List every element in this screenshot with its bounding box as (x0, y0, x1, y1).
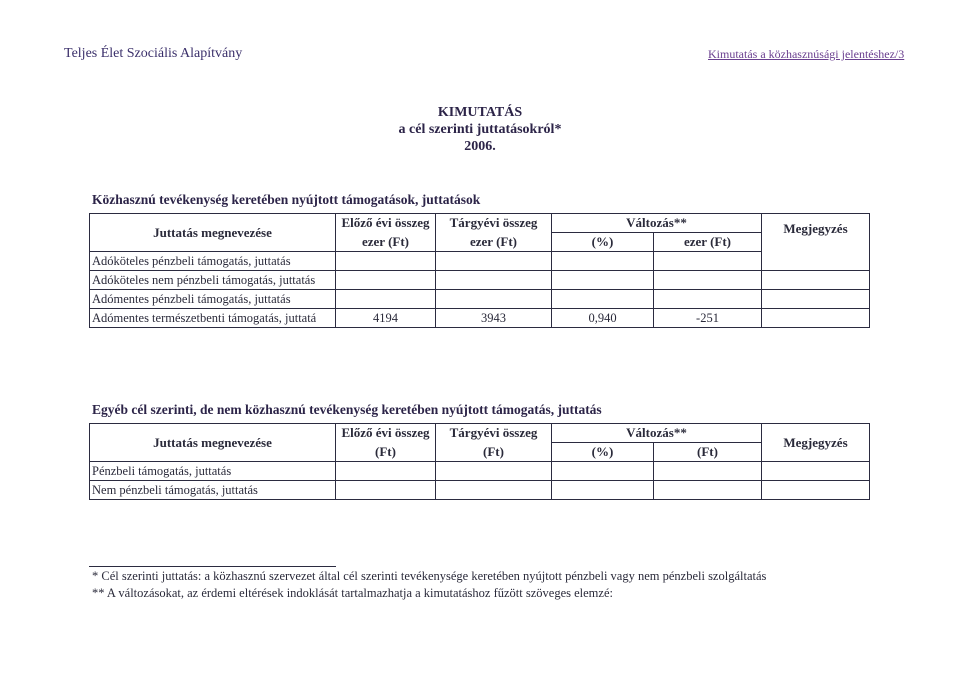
col-header-name: Juttatás megnevezése (90, 214, 336, 252)
cell-prev (336, 252, 436, 271)
cell-prev (336, 481, 436, 500)
title-line-2: a cél szerinti juttatásokról* (398, 122, 562, 137)
col-header-change-ft: (Ft) (654, 443, 762, 462)
row-label: Adómentes természetbenti támogatás, juttatá (90, 309, 336, 328)
cell-current (436, 252, 552, 271)
footnote-2: ** A változásokat, az érdemi eltérések indoklását tartalmazhatja a kimutatáshoz fűzött szöveges elemzé: (92, 586, 613, 600)
table-row (90, 252, 870, 271)
cell-note (762, 462, 870, 481)
col-header-current-unit: (Ft) (436, 443, 552, 462)
section2-table (89, 423, 870, 500)
row-label: Pénzbeli támogatás, juttatás (90, 462, 336, 481)
cell-ft (654, 252, 762, 271)
cell-ft (654, 462, 762, 481)
table-row (90, 481, 870, 500)
row-label: Adómentes pénzbeli támogatás, juttatás (90, 290, 336, 309)
cell-pct (552, 252, 654, 271)
cell-pct (552, 290, 654, 309)
row-label: Adóköteles nem pénzbeli támogatás, juttatás (90, 271, 336, 290)
cell-pct (552, 462, 654, 481)
footnote-divider (89, 566, 336, 567)
page-reference-link[interactable]: Kimutatás a közhasznúsági jelentéshez/3 (708, 47, 905, 61)
organization-name: Teljes Élet Szociális Alapítvány (64, 46, 243, 61)
col-header-change-pct: (%) (552, 443, 654, 462)
cell-prev: 4194 (336, 309, 436, 328)
cell-pct (552, 481, 654, 500)
section1-heading: Közhasznú tevékenység keretében nyújtott támogatások, juttatások (92, 192, 481, 207)
cell-ft (654, 271, 762, 290)
cell-prev (336, 290, 436, 309)
col-header-name: Juttatás megnevezése (90, 424, 336, 462)
col-header-change-pct: (%) (552, 233, 654, 252)
table-row (90, 290, 870, 309)
cell-prev (336, 462, 436, 481)
col-header-change: Változás** (552, 214, 762, 233)
col-header-notes: Megjegyzés (762, 214, 870, 271)
title-line-1: KIMUTATÁS (437, 105, 523, 120)
table-row (90, 462, 870, 481)
col-header-change-ft: ezer (Ft) (654, 233, 762, 252)
cell-current: 3943 (436, 309, 552, 328)
title-line-3: 2006. (464, 139, 496, 154)
cell-ft (654, 481, 762, 500)
row-label: Adóköteles pénzbeli támogatás, juttatás (90, 252, 336, 271)
cell-note (762, 309, 870, 328)
col-header-current-year: Tárgyévi összeg (436, 214, 552, 233)
cell-current (436, 290, 552, 309)
row-label: Nem pénzbeli támogatás, juttatás (90, 481, 336, 500)
table-row (90, 309, 870, 328)
col-header-prev-year: Előző évi összeg (336, 424, 436, 443)
col-header-prev-unit: (Ft) (336, 443, 436, 462)
cell-note (762, 290, 870, 309)
cell-note (762, 481, 870, 500)
section2-heading: Egyéb cél szerinti, de nem közhasznú tevékenység keretében nyújtott támogatás, juttatás (92, 402, 602, 417)
cell-current (436, 462, 552, 481)
cell-pct: 0,940 (552, 309, 654, 328)
cell-current (436, 481, 552, 500)
col-header-prev-year: Előző évi összeg (336, 214, 436, 233)
table-row (90, 271, 870, 290)
section1-table (89, 213, 870, 328)
cell-note (762, 271, 870, 290)
col-header-current-unit: ezer (Ft) (436, 233, 552, 252)
cell-current (436, 271, 552, 290)
cell-ft: -251 (654, 309, 762, 328)
cell-prev (336, 271, 436, 290)
footnote-1: * Cél szerinti juttatás: a közhasznú szervezet által cél szerinti tevékenysége keretében nyújtott pénzbeli vagy nem pénzbeli szolgáltatás (92, 569, 767, 583)
col-header-current-year: Tárgyévi összeg (436, 424, 552, 443)
col-header-prev-unit: ezer (Ft) (336, 233, 436, 252)
cell-ft (654, 290, 762, 309)
document-title (0, 104, 960, 155)
col-header-change: Változás** (552, 424, 762, 443)
cell-pct (552, 271, 654, 290)
col-header-notes: Megjegyzés (762, 424, 870, 462)
